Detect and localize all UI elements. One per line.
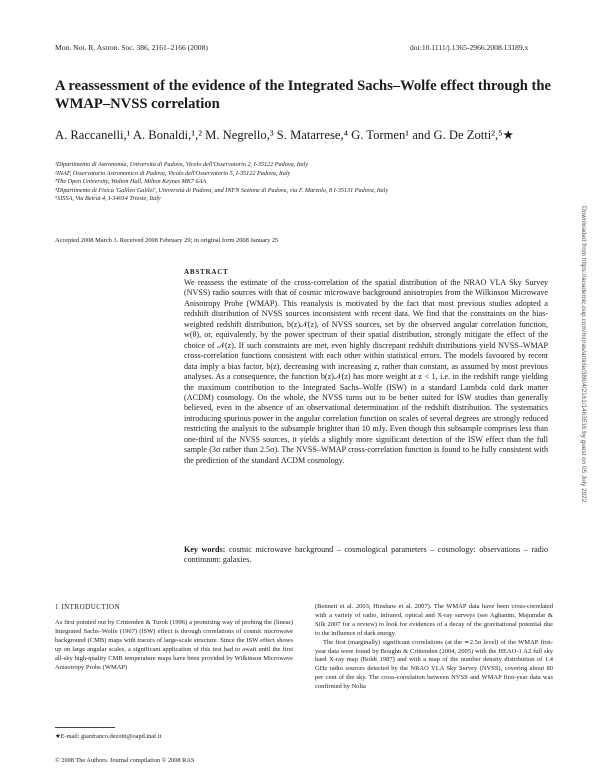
intro-column-right bbox=[315, 603, 553, 692]
footnote-email[interactable]: ★E-mail: gianfranco.dezotti@oapd.inaf.it bbox=[55, 733, 162, 740]
abstract-heading: ABSTRACT bbox=[184, 268, 229, 276]
affiliation-item: ⁵SISSA, Via Beirut 4, I-34014 Trieste, Italy bbox=[55, 195, 161, 203]
copyright-notice: © 2008 The Authors. Journal compilation © 2008 RAS bbox=[55, 757, 195, 764]
intro-paragraph: (Bennett et al. 2003; Hinshaw et al. 2007). The WMAP data have been cross-correlated with a variety of radio, infrared, optical and X-ray surveys (see Aghanim, Majumdar & Silk 2007 for a review) to look for evidences of a decay of the gravitational potential due to the influence of dark energy. bbox=[315, 603, 553, 637]
section-heading: 1 INTRODUCTION bbox=[55, 603, 121, 611]
affiliation-item: ⁴Dipartimento di Fisica 'Galileo Galilei', Università di Padova, and INFN Sezione di Padova, via F. Marzolo, 8 I-35131 Padova, Italy bbox=[55, 186, 389, 194]
abstract-text: We reassess the estimate of the cross-correlation of the spatial distribution of the NRAO VLA Sky Survey (NVSS) radio sources with that of cosmic microwave background anisotropies from the Wilkinson Microwave Anisotropy Probe (WMAP). This reanalysis is motivated by the fact that most previous studies adopted a redshift distribution of NVSS sources inconsistent with recent data. We find that the constraints on the bias-weighted redshift distribution, b(z)𝒩(z), of NVSS sources, set by the observed angular correlation function, w(θ), or, equivalently, by the power spectrum of their spatial distribution, strongly mitigate the effect of the choice of 𝒩(z). If such constraints are met, even highly discrepant redshift distributions yield NVSS–WMAP cross-correlation functions consistent with each other within statistical errors. The models favoured by recent data imply a bias factor, b(z), decreasing with increasing z, rather than constant, as assumed by most previous analyses. As a consequence, the function b(z)𝒩(z) has more weight at z < 1, i.e. in the redshift range yielding the maximum contribution to the Integrated Sachs–Wolfe (ISW) in a standard Lambda cold dark matter (ΛCDM) cosmology. On the whole, the NVSS turns out to be better suited for ISW studies than generally believed, even in the absence of an observational determination of the redshift distribution. The systematics introducing spurious power in the angular correlation function on scales of several degrees are strongly reduced restricting the analysis to the subsample brighter than 10 mJy. Even though this subsample comprises less than one-third of the NVSS sources, it yields a slightly more significant detection of the ISW effect than the full sample (3σ rather than 2.5σ). The NVSS–WMAP cross-correlation function is found to be fully consistent with the prediction of the standard ΛCDM cosmology. bbox=[184, 278, 548, 465]
journal-citation: Mon. Not. R. Astron. Soc. 386, 2161–2166 (2008) bbox=[55, 43, 208, 52]
doi-link[interactable]: doi:10.1111/j.1365-2966.2008.13189.x bbox=[410, 43, 529, 52]
accepted-dates: Accepted 2008 March 3. Received 2008 February 29; in original form 2008 January 25 bbox=[55, 237, 279, 244]
affiliation-item: ¹Dipartimento di Astronomia, Università di Padova, Vicolo dell'Osservatorio 2, I-35122 Padova, Italy bbox=[55, 161, 309, 168]
affiliation-item: ²INAF, Osservatorio Astronomico di Padova, Vicolo dell'Osservatorio 5, I-35122 Padova, Italy bbox=[55, 169, 291, 177]
intro-paragraph: The first (marginally) significant correlations (at the ≃2.5σ level) of the WMAP first-year data were found by Boughn & Crittenden (2004, 2005) with the HEAO-1 A2 full sky hard X-ray map (Boldt 1987) and with a map of the number density distribution of 1.4 GHz radio sources detected by the NRAO VLA Sky Survey (NVSS), covering about 80 per cent of the sky. The cross-correlation between NVSS and WMAP first-year data was confirmed by Nolta bbox=[315, 638, 553, 691]
author-list: A. Raccanelli,¹ A. Bonaldi,¹,² M. Negrello,³ S. Matarrese,⁴ G. Tormen¹ and G. De Zotti²,⁵★ bbox=[55, 128, 514, 142]
intro-column-left: As first pointed out by Crittenden & Turok (1996) a promising way of probing the (linear) Integrated Sachs–Wolfe (1967) (ISW) effect is through correlations of cosmic microwave background (CMB) maps with tracers of large-scale structure. Since the ISW effect shows up on large angular scales, a significant application of this test had to await until the first all-sky high-quality CMB temperature maps have been provided by Wilkinson Microwave Anisotropy Probe (WMAP) bbox=[55, 619, 293, 671]
keywords-label: Key words: bbox=[184, 545, 226, 554]
affiliation-item: ³The Open University, Walton Hall, Milton Keynes MK7 6AA bbox=[55, 178, 207, 186]
keywords bbox=[184, 545, 548, 566]
paper-title: A reassessment of the evidence of the Integrated Sachs–Wolfe effect through the WMAP–NVSS correlation bbox=[55, 78, 551, 112]
keywords-text: cosmic microwave background – cosmological parameters – cosmology: observations – radio continuum: galaxies. bbox=[184, 545, 548, 565]
download-watermark: Downloaded from https://academic.oup.com/mnras/article/386/4/2161/1463516 by guest on 05 July 2022 bbox=[580, 206, 587, 503]
footnote-divider bbox=[55, 727, 115, 728]
affiliations bbox=[55, 161, 535, 204]
